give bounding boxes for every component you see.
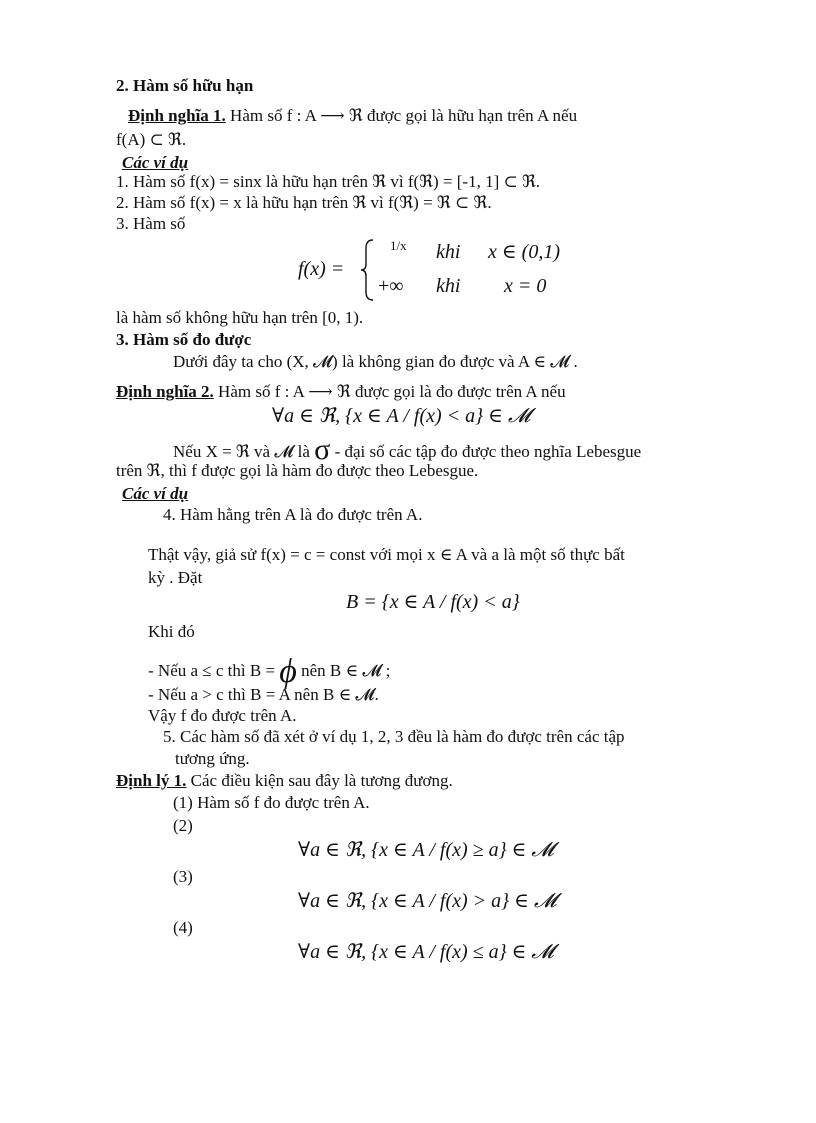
example-3: 3. Hàm số: [116, 214, 186, 233]
piecewise-row2-khi: khi: [436, 275, 461, 297]
example-3-conclusion: là hàm số không hữu hạn trên [0, 1).: [116, 308, 364, 327]
example-4-conclusion: Vậy f đo được trên A.: [148, 706, 297, 725]
example-5-line-2: tương ứng.: [175, 749, 250, 768]
theorem-item-3-formula: ∀a ∈ ℜ, {x ∈ A / f(x) > a} ∈ 𝓜: [298, 890, 557, 912]
khi-do: Khi đó: [148, 622, 195, 641]
measurable-space-intro: Dưới đây ta cho (X, 𝓜) là không gian đo được và A ∈ 𝓜 .: [173, 352, 578, 371]
sigma-symbol: σ: [314, 433, 331, 466]
example-2: 2. Hàm số f(x) = x là hữu hạn trên ℜ vì f(ℜ) = ℜ ⊂ ℜ.: [116, 193, 492, 212]
theorem-item-1-num: (1): [173, 793, 193, 812]
definition-1-continuation: f(A) ⊂ ℜ.: [116, 130, 187, 149]
theorem-item-1: [173, 793, 370, 813]
example-4-proof-line-1: Thật vậy, giả sử f(x) = c = const với mọi x ∈ A và a là một số thực bất: [148, 545, 625, 564]
section-2-title: 2. Hàm số hữu hạn: [116, 76, 254, 95]
definition-2: [116, 382, 566, 402]
theorem-item-4-num: (4): [173, 918, 193, 937]
theorem-1-text: Các điều kiện sau đây là tương đương.: [190, 771, 453, 790]
definition-2-formula: ∀a ∈ ℜ, {x ∈ A / f(x) < a} ∈ 𝓜: [272, 405, 531, 427]
piecewise-row1-condition: x ∈ (0,1): [488, 241, 561, 263]
lebesgue-line-1-a: Nếu X = ℜ và 𝓜 là: [173, 442, 310, 461]
example-5-line-1: 5. Các hàm số đã xét ở ví dụ 1, 2, 3 đều là hàm đo được trên các tập: [163, 727, 625, 746]
example-1: 1. Hàm số f(x) = sinx là hữu hạn trên ℜ vì f(ℜ) = [-1, 1] ⊂ ℜ.: [116, 172, 541, 191]
theorem-1: [116, 771, 453, 791]
theorem-item-1-text: Hàm số f đo được trên A.: [197, 793, 370, 812]
definition-1-label: Định nghĩa 1.: [128, 106, 226, 125]
definition-1: [128, 106, 577, 126]
definition-2-label: Định nghĩa 2.: [116, 382, 214, 401]
piecewise-row2-value: +∞: [378, 275, 404, 297]
lebesgue-line-1: [173, 433, 642, 466]
examples-2-heading: Các ví dụ: [122, 484, 189, 503]
theorem-item-2-formula: ∀a ∈ ℜ, {x ∈ A / f(x) ≥ a} ∈ 𝓜: [298, 839, 554, 861]
case-1-a: - Nếu a ≤ c thì B =: [148, 661, 276, 680]
case-1-b: nên B ∈ 𝓜 ;: [301, 661, 391, 680]
definition-1-text: Hàm số f : A ⟶ ℜ được gọi là hữu hạn trên A nếu: [230, 106, 578, 125]
theorem-item-2-num: (2): [173, 816, 193, 835]
definition-2-text: Hàm số f : A ⟶ ℜ được gọi là đo được trên A nếu: [218, 382, 566, 401]
examples-heading: Các ví dụ: [122, 153, 189, 172]
example-4-proof-line-2: kỳ . Đặt: [148, 568, 203, 587]
theorem-item-4-formula: ∀a ∈ ℜ, {x ∈ A / f(x) ≤ a} ∈ 𝓜: [298, 941, 554, 963]
section-3-title: 3. Hàm số đo được: [116, 330, 252, 349]
empty-set-symbol: ϕ: [279, 653, 297, 690]
left-brace-icon: [360, 238, 376, 302]
piecewise-row2-condition: x = 0: [504, 275, 547, 297]
lebesgue-line-2: trên ℜ, thì f được gọi là hàm đo được theo Lebesgue.: [116, 461, 479, 480]
theorem-1-label: Định lý 1.: [116, 771, 187, 790]
set-b-formula: B = {x ∈ A / f(x) < a}: [346, 591, 520, 613]
piecewise-row1-value: 1/x: [390, 238, 407, 253]
piecewise-row1-khi: khi: [436, 241, 461, 263]
piecewise-lhs: f(x) =: [298, 258, 345, 280]
example-4-title: 4. Hàm hằng trên A là đo được trên A.: [163, 505, 423, 524]
case-1: [148, 653, 391, 690]
piecewise-function: [290, 234, 590, 304]
theorem-item-3-num: (3): [173, 867, 193, 886]
case-2: - Nếu a > c thì B = A nên B ∈ 𝓜.: [148, 685, 379, 704]
lebesgue-line-1-b: - đại số các tập đo được theo nghĩa Lebesgue: [334, 442, 642, 461]
